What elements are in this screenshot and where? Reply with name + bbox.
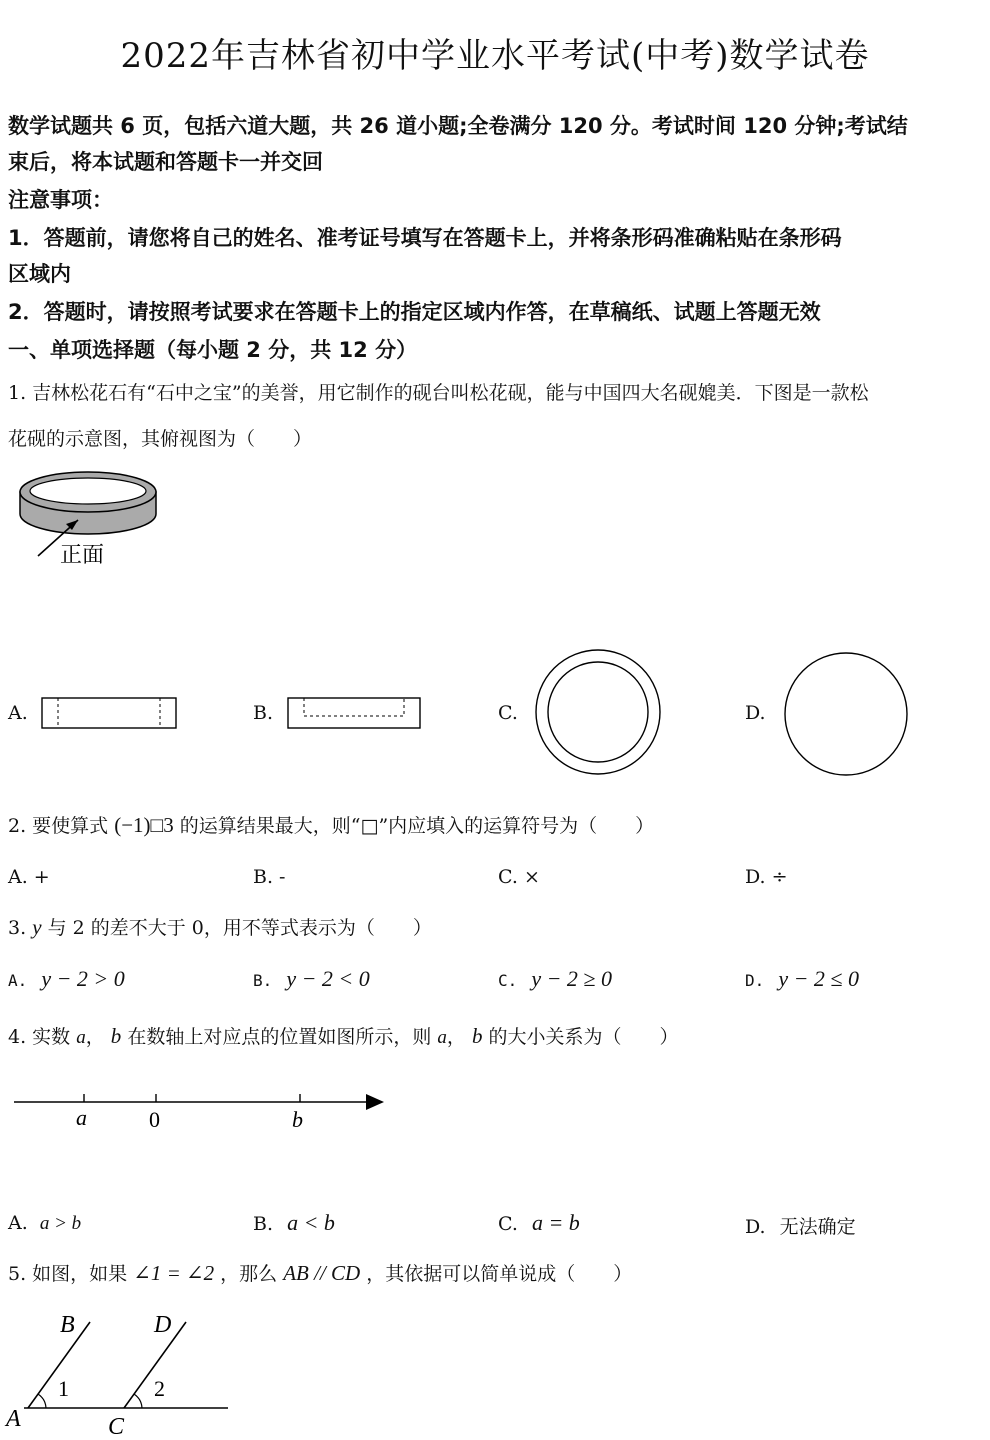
q4-option-a[interactable] — [8, 1212, 81, 1235]
q3-option-a-expr: y − 2 > 0 — [41, 966, 125, 991]
q4-option-b[interactable] — [253, 1210, 335, 1236]
number-line-figure — [0, 1088, 400, 1138]
q4-option-d-expr: 无法确定 — [779, 1216, 856, 1238]
q2-option-a[interactable]: A. + — [8, 866, 50, 888]
angle-2-arc — [134, 1394, 142, 1408]
q3-number: 3. — [8, 917, 27, 939]
label-angle-2: 2 — [154, 1376, 165, 1401]
angle-1-arc — [38, 1394, 46, 1408]
q5-suffix: ，其依据可以简单说成（ ） — [366, 1263, 633, 1285]
q5-condition: ∠1 = ∠2 — [133, 1261, 215, 1285]
parallel-lines-figure — [0, 1300, 240, 1440]
q4-option-c[interactable] — [498, 1210, 580, 1236]
q4-var-a: a — [76, 1027, 86, 1048]
notice-1-line-2: 区域内 — [8, 262, 71, 286]
q2-option-d[interactable]: D. ÷ — [745, 866, 788, 888]
q1-text-line-1: 1. 吉林松花石有“石中之宝”的美誉，用它制作的砚台叫松花砚，能与中国四大名砚媲美．下图是一款松 — [8, 382, 869, 404]
notice-2: 2．答题时，请按照考试要求在答题卡上的指定区域内作答，在草稿纸、试题上答题无效 — [8, 300, 821, 324]
label-zero: 0 — [149, 1107, 160, 1132]
q4-option-b-letter: B. — [253, 1213, 274, 1235]
q5-prefix: 5. 如图，如果 — [8, 1263, 128, 1285]
q1-option-c[interactable]: C. — [498, 702, 518, 724]
q2-option-c[interactable]: C. × — [498, 866, 540, 888]
q4-option-c-expr: a = b — [531, 1210, 580, 1235]
q2-option-b[interactable]: B. - — [253, 866, 286, 888]
notice-heading: 注意事项： — [8, 188, 113, 212]
q3-option-c-expr: y − 2 ≥ 0 — [531, 966, 612, 991]
q1-option-b[interactable]: B. — [253, 702, 274, 724]
label-a: a — [76, 1105, 87, 1130]
q3-option-b-expr: y − 2 < 0 — [286, 966, 370, 991]
q1-option-c-figure — [534, 650, 674, 780]
q4-option-d[interactable] — [745, 1212, 856, 1239]
q2-suffix: 的运算结果最大，则“□”内应填入的运算符号为（ ） — [179, 815, 655, 837]
q4-option-d-letter: D. — [745, 1216, 766, 1238]
q4-comma: ， — [85, 1026, 105, 1048]
label-point-d: D — [154, 1312, 172, 1338]
q3-option-b[interactable] — [253, 966, 370, 992]
inkstone-figure — [0, 470, 200, 580]
intro-line-2: 束后，将本试题和答题卡一并交回 — [8, 150, 323, 174]
q5-middle: ，那么 — [220, 1263, 278, 1285]
label-point-c: C — [108, 1414, 125, 1440]
q4-middle: 在数轴上对应点的位置如图所示，则 — [127, 1026, 432, 1048]
notice-1-line-1: 1．答题前，请您将自己的姓名、准考证号填写在答题卡上，并将条形码准确粘贴在条形码 — [8, 226, 842, 250]
q3-variable: y — [32, 915, 42, 939]
front-label: 正面 — [60, 542, 105, 567]
q3-option-c-letter: C. — [498, 971, 518, 990]
q1-option-a[interactable]: A. — [8, 702, 28, 724]
q4-var-b: b — [110, 1024, 122, 1048]
q2-expression: (−1)□3 — [114, 813, 174, 837]
q3-option-d[interactable] — [745, 966, 859, 992]
q3-option-c[interactable] — [498, 966, 612, 992]
number-line-arrow — [366, 1094, 384, 1110]
q4-option-b-expr: a < b — [287, 1210, 335, 1235]
q3-text: 与 2 的差不大于 0，用不等式表示为（ ） — [47, 917, 432, 939]
q1-option-d-figure — [784, 652, 914, 778]
q4-option-a-expr: a > b — [39, 1213, 82, 1234]
q4-end: 的大小关系为（ ） — [488, 1026, 679, 1048]
label-point-b: B — [60, 1312, 75, 1338]
label-b: b — [292, 1107, 303, 1132]
q5-conclusion: AB // CD — [283, 1261, 361, 1285]
q4-option-a-letter: A. — [8, 1212, 28, 1234]
label-point-a: A — [6, 1406, 21, 1432]
q3-option-d-letter: D. — [745, 971, 765, 990]
q2-prefix: 2. 要使算式 — [8, 815, 109, 837]
q4-prefix: 4. 实数 — [8, 1026, 71, 1048]
q3-option-d-expr: y − 2 ≤ 0 — [778, 966, 859, 991]
section-1-heading: 一、单项选择题（每小题 2 分，共 12 分） — [8, 338, 418, 362]
q1-option-b-figure — [286, 696, 426, 730]
q3-option-b-letter: B. — [253, 971, 273, 990]
q4-var-a-2: a — [437, 1027, 447, 1048]
q1-option-d[interactable]: D. — [745, 702, 766, 724]
q4-var-b-2: b — [471, 1024, 483, 1048]
q3-option-a[interactable] — [8, 966, 125, 992]
q4-option-c-letter: C. — [498, 1213, 518, 1235]
q1-option-a-figure — [40, 696, 180, 730]
q3-option-a-letter: A. — [8, 971, 28, 990]
q1-text-line-2: 花砚的示意图，其俯视图为（ ） — [8, 428, 313, 450]
page-title: 2022年吉林省初中学业水平考试(中考)数学试卷 — [120, 36, 870, 76]
intro-line-1: 数学试题共 6 页，包括六道大题，共 26 道小题;全卷满分 120 分。考试时间 120 分钟;考试结 — [8, 114, 908, 138]
label-angle-1: 1 — [58, 1376, 69, 1401]
q4-comma-2: ， — [446, 1026, 466, 1048]
